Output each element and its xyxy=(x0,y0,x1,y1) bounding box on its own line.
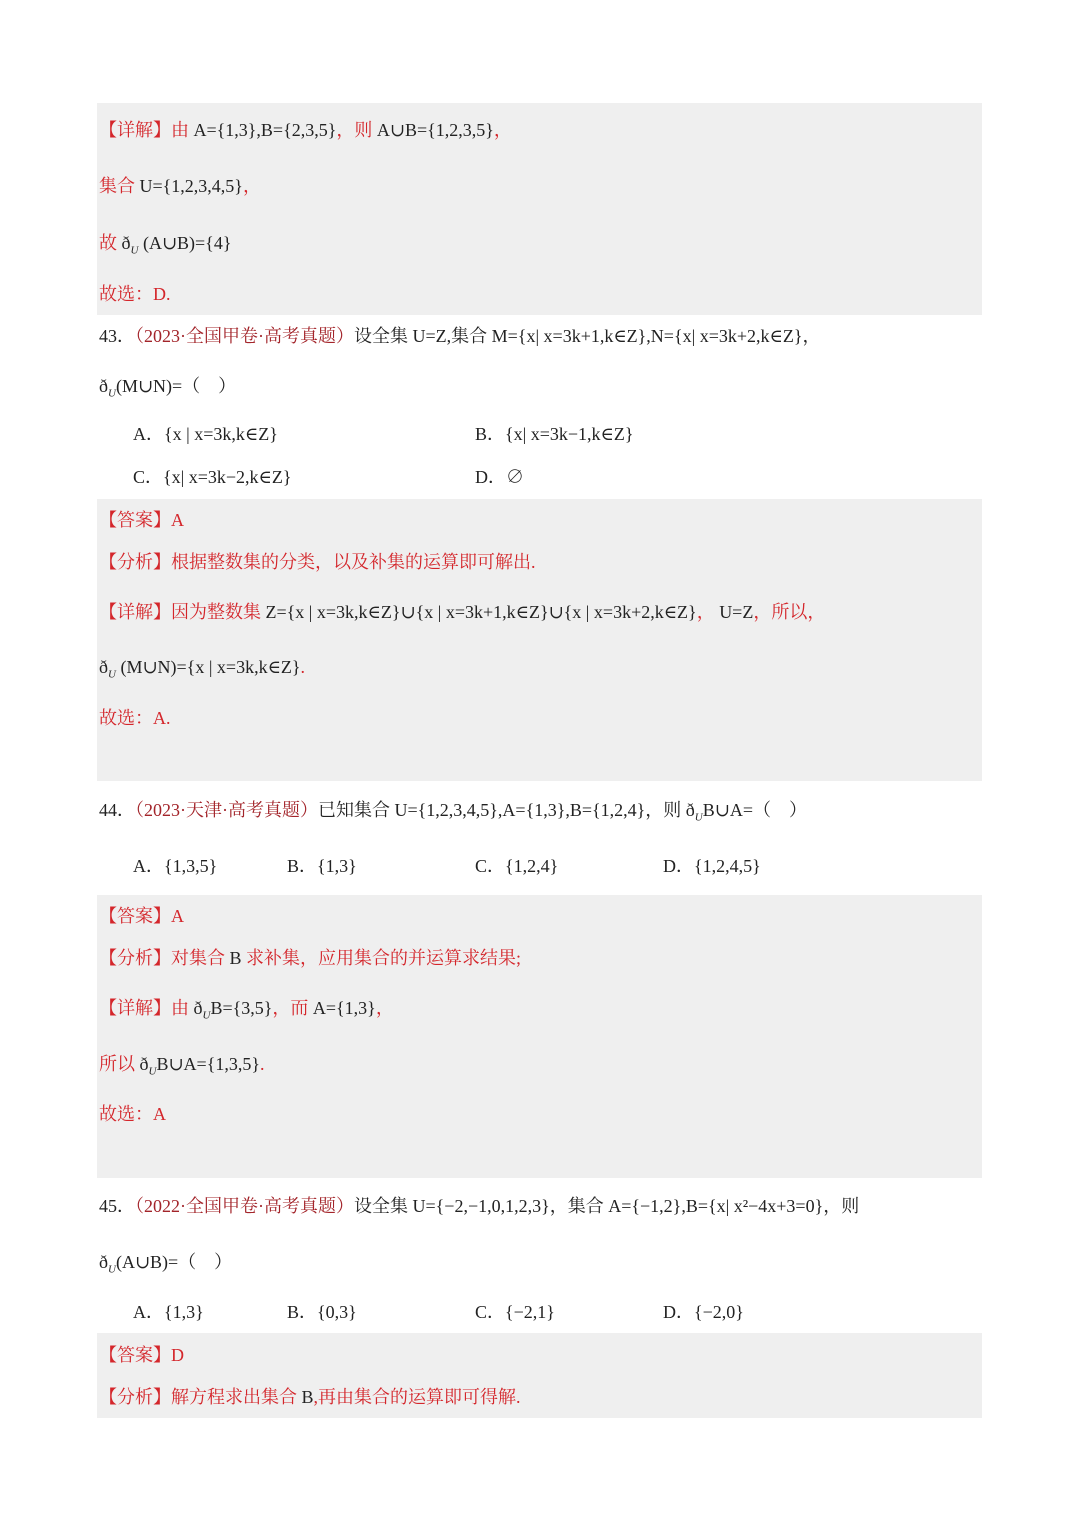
text-segment: . xyxy=(259,1054,265,1074)
text-segment: ð xyxy=(139,1054,149,1074)
text-segment: （2022·全国甲卷·高考真题） xyxy=(135,1196,354,1216)
answer-option: A．{x | x=3k,k∈Z} xyxy=(133,424,278,444)
text-segment: 【详解】因为整数集 xyxy=(99,602,266,622)
text-segment: （2023·天津·高考真题） xyxy=(135,800,318,820)
text-segment: B xyxy=(301,1387,314,1407)
text-segment: Z={x | x=3k,k∈Z}∪{x | x=3k+1,k∈Z}∪{x | x=3k+2,k∈Z} xyxy=(265,602,697,622)
text-segment: 【详解】由 xyxy=(99,998,194,1018)
text-segment: (M∪N)=（ ） xyxy=(115,376,237,396)
text-line xyxy=(99,231,231,263)
text-segment: U xyxy=(108,668,116,681)
text-line xyxy=(99,1194,859,1218)
text-segment: 故选：A. xyxy=(99,708,171,728)
text-line xyxy=(99,996,394,1028)
text-segment: ， xyxy=(696,602,715,622)
text-line xyxy=(99,1102,166,1126)
text-line xyxy=(99,1385,521,1409)
text-segment: （2023·全国甲卷·高考真题） xyxy=(135,326,354,346)
text-segment: 【分析】对集合 xyxy=(99,948,230,968)
answer-option: C．{−2,1} xyxy=(475,1302,555,1322)
text-segment: 【分析】解方程求出集合 xyxy=(99,1387,302,1407)
text-segment: U xyxy=(108,387,116,400)
text-segment: B∪A=（ ） xyxy=(702,800,807,820)
text-segment: ，所以， xyxy=(753,602,826,622)
text-segment: 设全集 U=Z,集合 M={x| x=3k+1,k∈Z},N={x| x=3k+2,k∈Z}， xyxy=(354,326,821,346)
text-line xyxy=(99,118,512,142)
text-line xyxy=(99,174,261,198)
text-line xyxy=(99,282,171,306)
text-line xyxy=(99,508,184,532)
text-segment: ， xyxy=(375,998,394,1018)
text-segment: B={3,5} xyxy=(210,998,273,1018)
text-segment: U=Z xyxy=(714,602,754,622)
answer-option: A．{1,3} xyxy=(133,1302,204,1322)
text-segment: U xyxy=(130,244,139,257)
answer-option: D．{1,2,4,5} xyxy=(663,856,761,876)
text-segment: U={1,2,3,4,5} xyxy=(139,176,243,196)
text-segment: 故选：A xyxy=(99,1104,166,1124)
text-segment: U xyxy=(108,1263,116,1276)
text-line xyxy=(99,798,807,830)
answer-option: C．{x| x=3k−2,k∈Z} xyxy=(133,467,292,487)
text-segment: 45． xyxy=(99,1196,135,1216)
text-segment: 集合 xyxy=(99,176,140,196)
text-segment: 【答案】A xyxy=(99,906,184,926)
text-line xyxy=(99,655,305,687)
text-line xyxy=(99,1052,264,1084)
text-segment: 44． xyxy=(99,800,135,820)
text-segment: U xyxy=(202,1009,211,1022)
text-segment: ，而 xyxy=(272,998,313,1018)
text-segment: A={1,3} xyxy=(312,998,376,1018)
text-segment: (A∪B)=（ ） xyxy=(115,1252,233,1272)
text-segment: A={1,3},B={2,3,5} xyxy=(193,120,337,140)
text-segment: ð xyxy=(99,657,108,677)
text-line xyxy=(99,324,820,348)
text-segment: 所以 xyxy=(99,1054,140,1074)
text-line xyxy=(99,550,536,574)
answer-option: A．{1,3,5} xyxy=(133,856,218,876)
answer-option: D．∅ xyxy=(475,467,524,487)
text-segment: 已知集合 U={1,2,3,4,5},A={1,3},B={1,2,4}，则 ð xyxy=(318,800,695,820)
text-segment: ，则 xyxy=(336,120,377,140)
text-segment: A∪B={1,2,3,5} xyxy=(376,120,494,140)
text-segment: (M∪N)={x | x=3k,k∈Z} xyxy=(115,657,301,677)
text-segment: U xyxy=(148,1065,157,1078)
answer-option: D．{−2,0} xyxy=(663,1302,744,1322)
text-segment: U xyxy=(694,811,703,824)
text-segment: 故选：D. xyxy=(99,284,171,304)
text-line xyxy=(99,946,521,970)
text-line xyxy=(99,904,184,928)
answer-option: B．{x| x=3k−1,k∈Z} xyxy=(475,424,634,444)
text-segment: 【答案】A xyxy=(99,510,184,530)
text-segment: ð xyxy=(99,1252,108,1272)
text-segment: 【答案】D xyxy=(99,1345,184,1365)
answer-option: C．{1,2,4} xyxy=(475,856,559,876)
solution-panel-44 xyxy=(97,895,982,1178)
answer-option: B．{1,3} xyxy=(287,856,357,876)
text-segment: 【分析】根据整数集的分类，以及补集的运算即可解出. xyxy=(99,552,536,572)
text-segment: 故 xyxy=(99,233,122,253)
text-segment: . xyxy=(300,657,306,677)
text-segment: 【详解】由 xyxy=(99,120,194,140)
text-segment: ð xyxy=(99,376,108,396)
text-segment: (A∪B)={4} xyxy=(138,233,232,253)
text-segment: ð xyxy=(193,998,203,1018)
text-segment: 设全集 U={−2,−1,0,1,2,3}，集合 A={−1,2},B={x| x²−4x+3=0}，则 xyxy=(354,1196,860,1216)
text-line xyxy=(99,1250,232,1282)
text-line xyxy=(99,374,236,406)
text-segment: ,再由集合的运算即可得解. xyxy=(313,1387,521,1407)
text-segment: ， xyxy=(242,176,261,196)
text-segment: 43． xyxy=(99,326,135,346)
text-segment: 求补集，应用集合的并运算求结果; xyxy=(241,948,522,968)
answer-option: B．{0,3} xyxy=(287,1302,357,1322)
text-segment: B xyxy=(229,948,242,968)
text-line xyxy=(99,706,171,730)
text-line xyxy=(99,1343,184,1367)
text-segment: ， xyxy=(493,120,512,140)
solution-panel-43 xyxy=(97,499,982,781)
text-segment: ð xyxy=(121,233,131,253)
text-segment: B∪A={1,3,5} xyxy=(156,1054,260,1074)
text-line xyxy=(99,600,825,624)
